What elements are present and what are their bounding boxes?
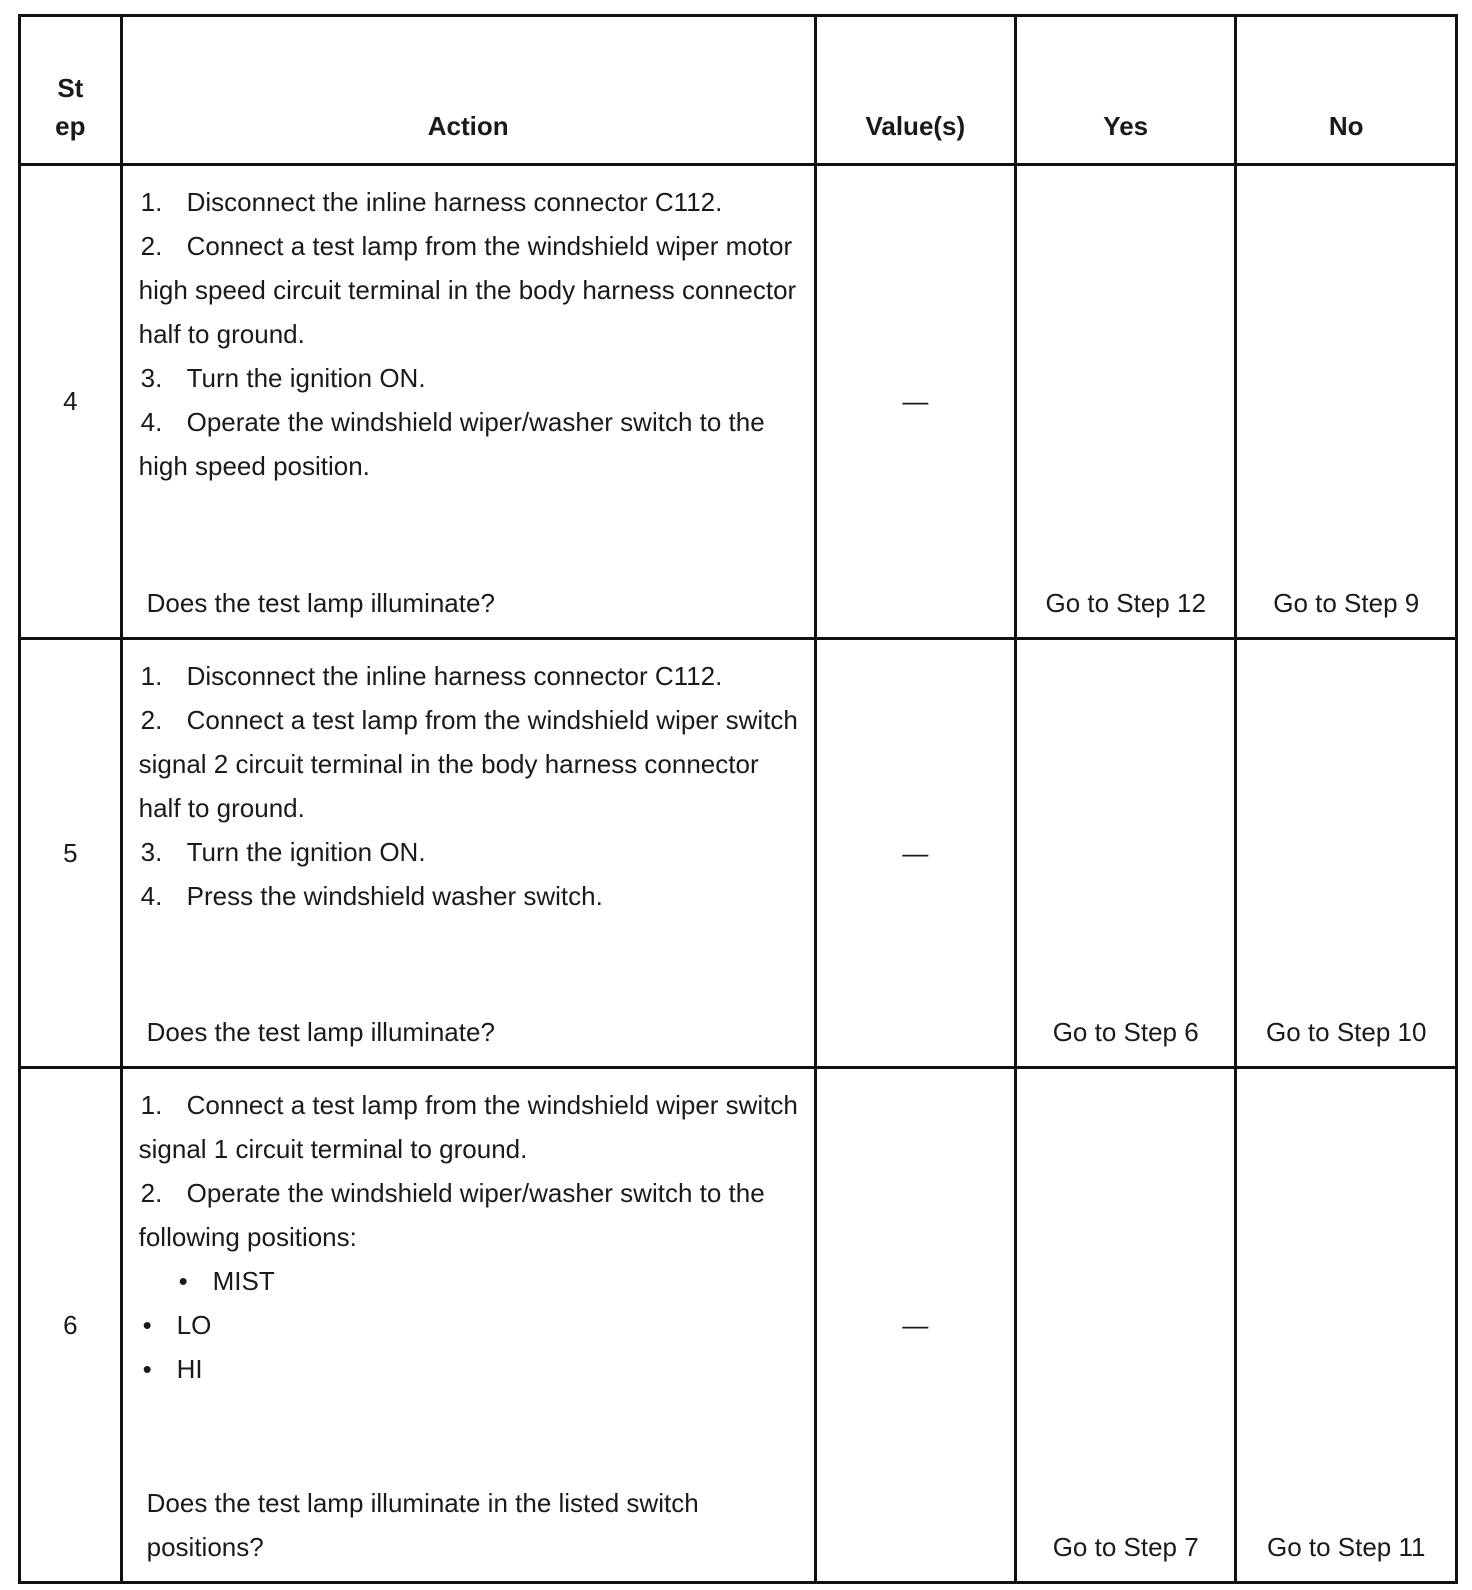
- action-step: 2. Operate the windshield wiper/washer switch to the following positions:: [138, 1178, 765, 1253]
- yes-goto: Go to Step 7: [1052, 1532, 1199, 1562]
- action-step: 4. Press the windshield washer switch.: [140, 880, 603, 911]
- action-cell: [121, 638, 815, 1067]
- action-step: 4. Operate the windshield wiper/washer switch to the high speed position.: [138, 406, 765, 481]
- yes-cell: [1015, 164, 1236, 638]
- no-goto: Go to Step 10: [1266, 1017, 1427, 1048]
- value-cell: —: [815, 164, 1015, 638]
- table-row: [20, 638, 1457, 1067]
- no-cell: [1236, 638, 1457, 1067]
- value-cell: —: [815, 638, 1015, 1067]
- diagnostic-table: [18, 14, 1458, 1584]
- action-steps: [139, 180, 804, 488]
- list-item: • HI: [142, 1354, 203, 1385]
- action-step: 3. Turn the ignition ON.: [140, 362, 426, 393]
- no-goto: Go to Step 11: [1266, 1532, 1426, 1562]
- action-step: 2. Connect a test lamp from the windshield wiper motor high speed circuit terminal in the body harness connector half to ground.: [138, 230, 797, 349]
- action-cell: [121, 164, 815, 638]
- header-no: No: [1236, 16, 1457, 165]
- action-steps: [139, 654, 804, 918]
- action-step: 1. Disconnect the inline harness connector C112.: [140, 660, 723, 691]
- action-question: Does the test lamp illuminate?: [146, 587, 495, 618]
- action-cell: [121, 1068, 815, 1583]
- yes-goto: Go to Step 12: [1045, 587, 1206, 618]
- header-step: St ep: [20, 16, 122, 165]
- step-number: 6: [20, 1068, 122, 1583]
- yes-goto: Go to Step 6: [1052, 1017, 1199, 1048]
- action-question: Does the test lamp illuminate?: [146, 1017, 495, 1048]
- table-row: [20, 164, 1457, 638]
- value-cell: —: [815, 1068, 1015, 1583]
- step-number: 5: [20, 638, 122, 1067]
- action-question: Does the test lamp illuminate in the listed switch positions?: [146, 1488, 699, 1562]
- action-step: 1. Disconnect the inline harness connector C112.: [140, 186, 723, 217]
- action-step: 3. Turn the ignition ON.: [140, 836, 426, 867]
- yes-cell: [1015, 638, 1236, 1067]
- table-row: [20, 1068, 1457, 1583]
- list-item: • MIST: [178, 1266, 275, 1297]
- no-cell: [1236, 1068, 1457, 1583]
- header-values: Value(s): [815, 16, 1015, 165]
- header-action: Action: [121, 16, 815, 165]
- action-steps: [139, 1083, 804, 1259]
- no-goto: Go to Step 9: [1273, 587, 1420, 618]
- no-cell: [1236, 164, 1457, 638]
- list-item: • LO: [142, 1310, 212, 1341]
- switch-positions-list: [139, 1259, 804, 1391]
- action-step: 1. Connect a test lamp from the windshield wiper switch signal 1 circuit terminal to ground.: [138, 1090, 798, 1165]
- header-yes: Yes: [1015, 16, 1236, 165]
- header-row: [20, 16, 1457, 165]
- step-number: 4: [20, 164, 122, 638]
- action-step: 2. Connect a test lamp from the windshield wiper switch signal 2 circuit terminal in the body harness connector half to ground.: [138, 704, 798, 823]
- yes-cell: [1015, 1068, 1236, 1583]
